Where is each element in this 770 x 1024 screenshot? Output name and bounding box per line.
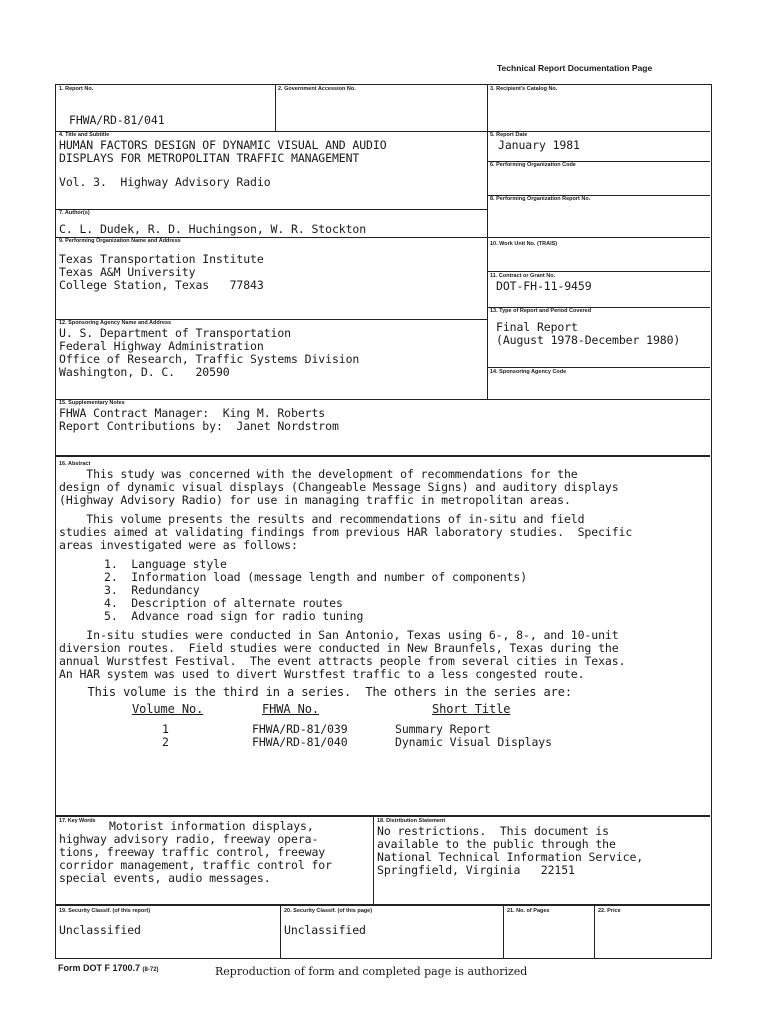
key-words-line: highway advisory radio, freeway opera- xyxy=(59,832,319,846)
key-words-label: 17. Key Words xyxy=(59,818,96,824)
documentation-form xyxy=(55,84,712,959)
supplementary-note-line: FHWA Contract Manager: King M. Roberts xyxy=(59,406,326,420)
key-words-line: corridor management, traffic control for xyxy=(59,858,332,872)
distribution-statement-label: 18. Distribution Statement xyxy=(377,818,446,824)
abstract-paragraph: areas investigated were as follows: xyxy=(59,538,298,552)
key-words-field xyxy=(59,818,371,885)
form-number xyxy=(58,963,159,973)
work-unit-field xyxy=(490,241,708,248)
security-class-page-value: Unclassified xyxy=(284,923,366,937)
reproduction-note: Reproduction of form and completed page is authorized xyxy=(215,965,528,978)
sponsoring-agency-code-label: 14. Sponsoring Agency Code xyxy=(490,369,567,375)
series-header-title: Short Title xyxy=(432,702,511,716)
distribution-line: No restrictions. This document is xyxy=(377,824,610,838)
key-words-line: Motorist information displays, xyxy=(109,819,314,833)
supplementary-note-line: Report Contributions by: Janet Nordstrom xyxy=(59,419,339,433)
security-class-report-label: 19. Security Classif. (of this report) xyxy=(59,908,151,914)
abstract-paragraph: annual Wurstfest Festival. The event attracts people from several cities in Texas. xyxy=(59,654,626,668)
performing-organization-field xyxy=(59,238,484,292)
recipient-catalog-field xyxy=(490,86,708,93)
agency-address-line: Office of Research, Traffic Systems Division xyxy=(59,352,360,366)
list-item: 3. Redundancy xyxy=(104,583,200,597)
government-accession-field xyxy=(278,86,483,93)
report-number-value: FHWA/RD-81/041 xyxy=(69,113,165,127)
price-label: 22. Price xyxy=(598,908,621,914)
sponsoring-agency-code-field xyxy=(490,369,708,376)
abstract-paragraph: studies aimed at validating findings from previous HAR laboratory studies. Specific xyxy=(59,525,633,539)
agency-address-line: U. S. Department of Transportation xyxy=(59,326,292,340)
report-number-field xyxy=(59,86,273,127)
distribution-line: available to the public through the xyxy=(377,837,616,851)
security-class-report-value: Unclassified xyxy=(59,923,141,937)
recipient-catalog-label: 3. Recipient's Catalog No. xyxy=(490,86,558,92)
series-fhwa: FHWA/RD-81/040 xyxy=(252,735,348,749)
security-class-page-field xyxy=(284,908,500,937)
abstract-paragraph: diversion routes. Field studies were conducted in New Braunfels, Texas during the xyxy=(59,641,619,655)
list-item: 2. Information load (message length and number of components) xyxy=(104,570,528,584)
org-address-line: Texas A&M University xyxy=(59,265,196,279)
work-unit-label: 10. Work Unit No. (TRAIS) xyxy=(490,241,558,247)
abstract-paragraph: In-situ studies were conducted in San Antonio, Texas using 6-, 8-, and 10-unit xyxy=(59,628,619,642)
distribution-statement-field xyxy=(377,818,707,877)
series-title: Summary Report xyxy=(395,722,491,736)
abstract-paragraph: design of dynamic visual displays (Changeable Message Signs) and auditory displays xyxy=(59,480,619,494)
performing-org-code-field xyxy=(490,162,708,169)
form-number-text: Form DOT F 1700.7 xyxy=(58,963,141,973)
key-words-line: tions, freeway traffic control, freeway xyxy=(59,845,326,859)
abstract-paragraph: This volume is the third in a series. The others in the series are: xyxy=(59,685,572,699)
org-address-line: Texas Transportation Institute xyxy=(59,252,264,266)
price-field xyxy=(598,908,708,915)
report-type-field xyxy=(490,308,708,347)
report-type-value: Final Report xyxy=(496,320,578,334)
abstract-paragraph: This study was concerned with the development of recommendations for the xyxy=(59,467,578,481)
list-item: 5. Advance road sign for radio tuning xyxy=(104,609,364,623)
series-fhwa: FHWA/RD-81/039 xyxy=(252,722,348,736)
supplementary-notes-label: 15. Supplementary Notes xyxy=(59,400,125,406)
distribution-line: Springfield, Virginia 22151 xyxy=(377,863,575,877)
security-class-report-field xyxy=(59,908,277,937)
report-date-label: 5. Report Date xyxy=(490,132,528,138)
org-address-line: College Station, Texas 77843 xyxy=(59,278,264,292)
series-title: Dynamic Visual Displays xyxy=(395,735,552,749)
report-header-title: Technical Report Documentation Page xyxy=(497,63,653,73)
series-volume: 2 xyxy=(162,735,169,749)
performing-org-report-label: 8. Performing Organization Report No. xyxy=(490,196,591,202)
series-volume: 1 xyxy=(162,722,169,736)
contract-number-field xyxy=(490,273,708,293)
title-subtitle-field xyxy=(59,132,484,189)
number-of-pages-field xyxy=(507,908,592,915)
sponsoring-agency-field xyxy=(59,320,484,379)
abstract-paragraph: An HAR system was used to divert Wurstfest traffic to a less congested route. xyxy=(59,667,585,681)
report-period-value: (August 1978-December 1980) xyxy=(496,333,681,347)
form-date: (8-72) xyxy=(142,967,159,973)
contract-number-value: DOT-FH-11-9459 xyxy=(496,279,592,293)
authors-label: 7. Author(s) xyxy=(59,210,90,216)
abstract-label: 16. Abstract xyxy=(59,461,91,467)
report-number-label: 1. Report No. xyxy=(59,86,94,92)
list-item: 1. Language style xyxy=(104,557,227,571)
list-item: 4. Description of alternate routes xyxy=(104,596,343,610)
sponsoring-agency-label: 12. Sponsoring Agency Name and Address xyxy=(59,320,172,326)
government-accession-label: 2. Government Accession No. xyxy=(278,86,356,92)
series-table xyxy=(59,703,709,759)
authors-field xyxy=(59,210,484,236)
report-type-label: 13. Type of Report and Period Covered xyxy=(490,308,592,314)
supplementary-notes-field xyxy=(59,400,707,433)
distribution-line: National Technical Information Service, xyxy=(377,850,644,864)
abstract-field xyxy=(59,461,709,813)
number-of-pages-label: 21. No. of Pages xyxy=(507,908,550,914)
performing-org-report-field xyxy=(490,196,708,203)
abstract-paragraph: (Highway Advisory Radio) for use in managing traffic in metropolitan areas. xyxy=(59,493,571,507)
contract-number-label: 11. Contract or Grant No. xyxy=(490,273,556,279)
report-date-value: January 1981 xyxy=(498,138,580,152)
authors-value: C. L. Dudek, R. D. Huchingson, W. R. Stockton xyxy=(59,222,367,236)
title-subtitle-label: 4. Title and Subtitle xyxy=(59,132,110,138)
series-header-volume: Volume No. xyxy=(132,702,204,716)
security-class-page-label: 20. Security Classif. (of this page) xyxy=(284,908,373,914)
agency-address-line: Washington, D. C. 20590 xyxy=(59,365,230,379)
performing-org-code-label: 6. Performing Organization Code xyxy=(490,162,576,168)
key-words-line: special events, audio messages. xyxy=(59,871,271,885)
abstract-paragraph: This volume presents the results and recommendations of in-situ and field xyxy=(59,512,585,526)
report-date-field xyxy=(490,132,708,152)
title-line: HUMAN FACTORS DESIGN OF DYNAMIC VISUAL AND AUDIO xyxy=(59,138,387,152)
performing-organization-label: 9. Performing Organization Name and Address xyxy=(59,238,181,244)
volume-subtitle: Vol. 3. Highway Advisory Radio xyxy=(59,175,271,189)
title-line: DISPLAYS FOR METROPOLITAN TRAFFIC MANAGEMENT xyxy=(59,151,360,165)
agency-address-line: Federal Highway Administration xyxy=(59,339,264,353)
series-header-fhwa: FHWA No. xyxy=(262,702,319,716)
